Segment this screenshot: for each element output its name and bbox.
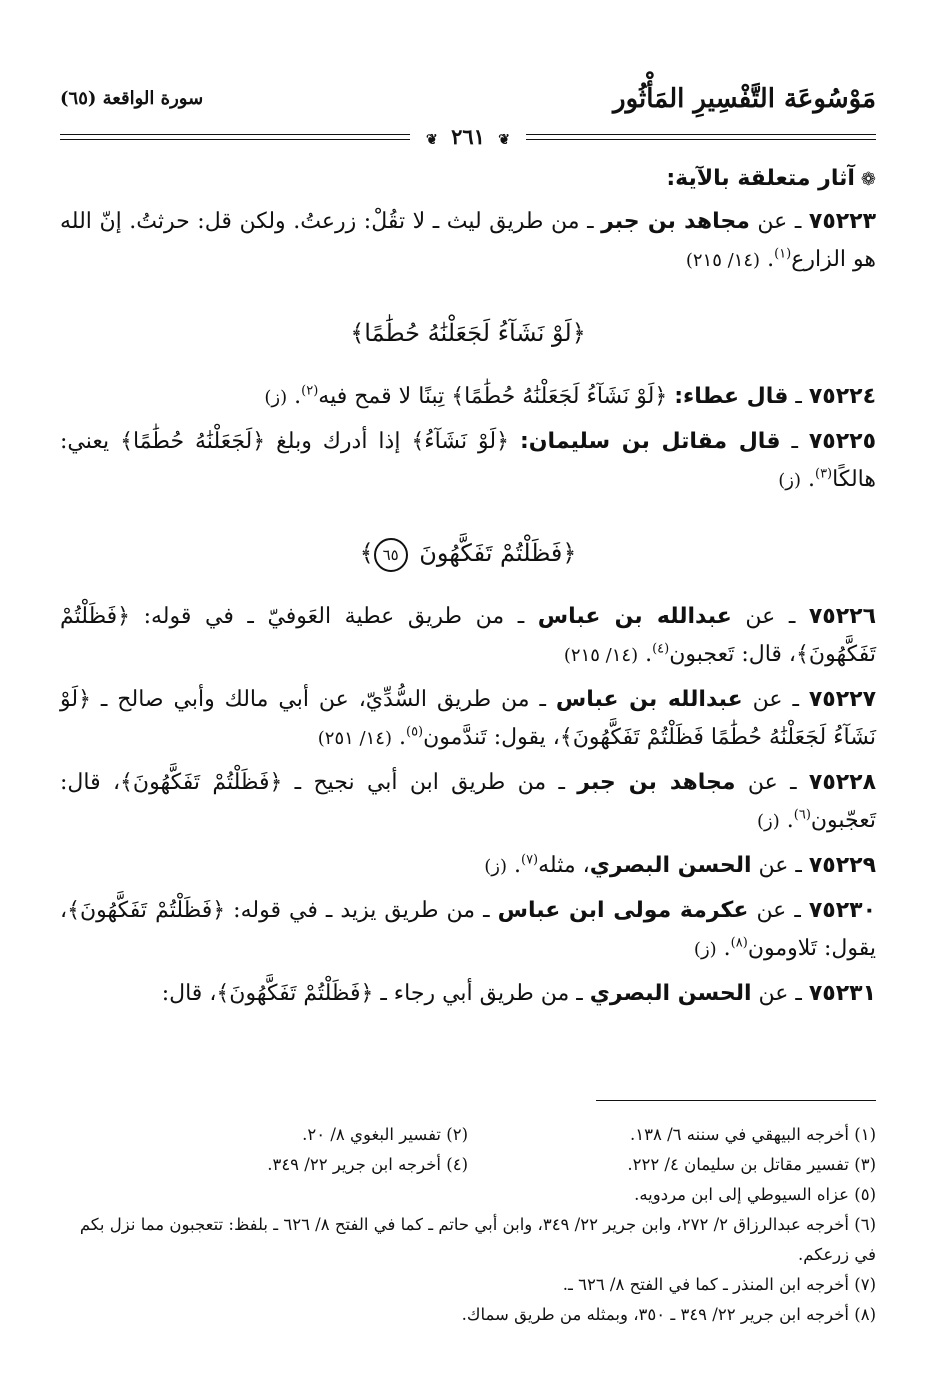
athar-entry: ٧٥٢٢٦ ـ عن عبدالله بن عباس ـ من طريق عطية العَوفيّ ـ في قوله: ﴿فَظَلْتُمْ تَفَكَّهُونَ﴾، قال: تَعجبون$^{(٤)}$. (١٤/ ٢١٥) [60, 604, 876, 667]
footnote: (٤) أخرجه ابن جرير ٢٢/ ٣٤٩. [267, 1155, 468, 1174]
ayah-number-icon: ٦٥ [374, 538, 408, 572]
page-number-block [410, 124, 526, 149]
ornament-icon: ❦ [426, 132, 438, 148]
section-heading: ❁آثار متعلقة بالآية: [666, 166, 876, 191]
athar-entry: ٧٥٢٣١ ـ عن الحسن البصري ـ من طريق أبي رجاء ـ ﴿فَظَلْتُمْ تَفَكَّهُونَ﴾، قال: [161, 981, 876, 1006]
athar-entry: ٧٥٢٢٤ ـ قال عطاء: ﴿لَوْ نَشَآءُ لَجَعَلْنَٰهُ حُطَٰمًا﴾ تِبنًا لا قمح فيه$^{(٢)}$. (ز) [264, 383, 876, 409]
running-head [60, 80, 876, 149]
footnote: (٢) تفسير البغوي ٨/ ٢٠. [302, 1125, 468, 1144]
flower-icon: ❁ [860, 169, 876, 190]
footnotes [60, 1120, 876, 1330]
athar-entry: ٧٥٢٢٧ ـ عن عبدالله بن عباس ـ من طريق السُّدِّيّ، عن أبي مالك وأبي صالح ـ ﴿لَوْ نَشَآءُ لَجَعَلْنَٰهُ حُطَٰمًا فَظَلْتُمْ تَفَكَّهُونَ﴾، يقول: تَندَّمون$^{(٥)}$. (١٤/ ٢٥١) [60, 687, 877, 750]
athar-entry: ٧٥٢٢٣ ـ عن مجاهد بن جبر ـ من طريق ليث ـ لا تقُلْ: زرعتُ. ولكن قل: حرثتُ. إنّ الله هو الزارع$^{(١)}$. (١٤/ ٢١٥) [60, 209, 877, 272]
main-text [60, 160, 876, 1019]
footnote: (٨) أخرجه ابن جرير ٢٢/ ٣٤٩ ـ ٣٥٠، وبمثله من طريق سماك. [461, 1305, 876, 1324]
ornament-icon: ❦ [498, 132, 510, 148]
footnote: (١) أخرجه البيهقي في سننه ٦/ ١٣٨. [630, 1125, 876, 1144]
quran-verse-heading: ﴿فَظَلْتُمْ تَفَكَّهُونَ ٦٥﴾ [60, 534, 876, 572]
footnote-rule [596, 1100, 876, 1101]
book-title: مَوْسُوعَة التَّفْسِيرِ المَأْثُور [613, 84, 876, 114]
footnote: (٦) أخرجه عبدالرزاق ٢/ ٢٧٢، وابن جرير ٢٢/ ٣٤٩، وابن أبي حاتم ـ كما في الفتح ٨/ ٦٢٦ ـ بلفظ: تتعجبون مما نزل بكم في زرعكم. [79, 1215, 876, 1264]
footnote: (٧) أخرجه ابن المنذر ـ كما في الفتح ٨/ ٦٢٦ ـ. [562, 1275, 876, 1294]
athar-entry: ٧٥٢٢٩ ـ عن الحسن البصري، مثله$^{(٧)}$. (ز) [484, 852, 876, 878]
athar-entry: ٧٥٢٣٠ ـ عن عكرمة مولى ابن عباس ـ من طريق يزيد ـ في قوله: ﴿فَظَلْتُمْ تَفَكَّهُونَ﴾، يقول: تَلاومون$^{(٨)}$. (ز) [60, 898, 876, 961]
footnote: (٥) عزاه السيوطي إلى ابن مردويه. [634, 1185, 876, 1204]
athar-entry: ٧٥٢٢٥ ـ قال مقاتل بن سليمان: ﴿لَوْ نَشَآءُ﴾ إذا أدرك وبلغ ﴿لَجَعَلْنَٰهُ حُطَٰمًا﴾ يعني: هالكًا$^{(٣)}$. (ز) [60, 429, 876, 492]
book-page [60, 60, 876, 1350]
quran-verse-heading: ﴿لَوْ نَشَآءُ لَجَعَلْنَٰهُ حُطَٰمًا﴾ [350, 319, 586, 347]
athar-entry: ٧٥٢٢٨ ـ عن مجاهد بن جبر ـ من طريق ابن أبي نجيح ـ ﴿فَظَلْتُمْ تَفَكَّهُونَ﴾، قال: تَعجّبون$^{(٦)}$. (ز) [60, 770, 877, 833]
surah-title: سورة الواقعة (٦٥) [60, 88, 204, 109]
footnote: (٣) تفسير مقاتل بن سليمان ٤/ ٢٢٢. [627, 1155, 876, 1174]
page-number: ٢٦١ [451, 124, 485, 149]
